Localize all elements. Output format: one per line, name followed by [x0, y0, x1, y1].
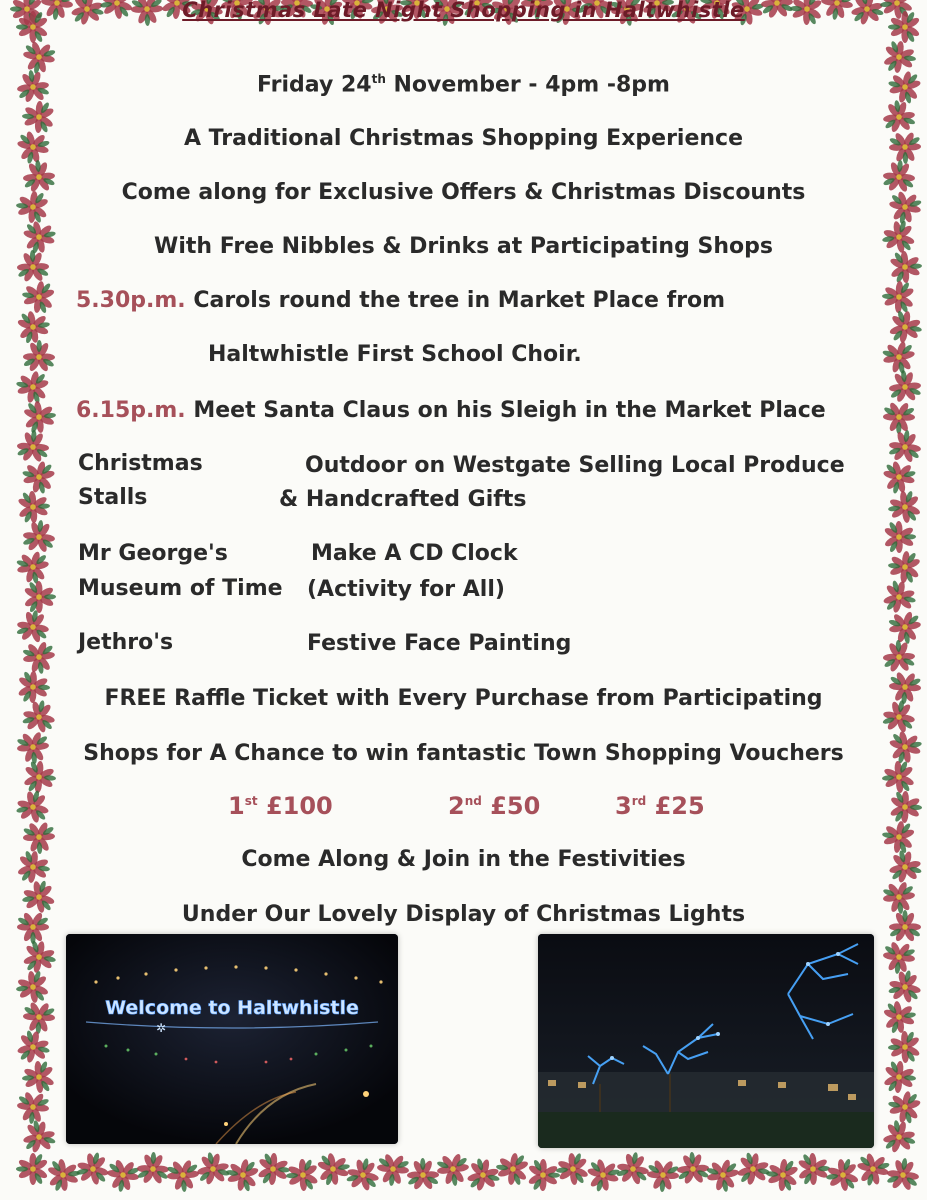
event-carols: [76, 288, 725, 313]
poinsettia-icon: [736, 1152, 770, 1186]
activity-label: Jethro's: [78, 630, 174, 655]
photo-welcome-sign: [66, 934, 398, 1144]
poinsettia-icon: [766, 1158, 800, 1192]
poinsettia-icon: [22, 40, 56, 74]
event-text: Carols round the tree in Market Place from: [193, 288, 726, 313]
poinsettia-icon: [882, 640, 916, 674]
welcome-sign-text: Welcome to Haltwhistle: [105, 997, 359, 1019]
poinsettia-icon: [22, 520, 56, 554]
prize-amount: £50: [481, 792, 541, 820]
poinsettia-icon: [882, 1000, 916, 1034]
poinsettia-icon: [882, 280, 916, 314]
event-carols-continued: Haltwhistle First School Choir.: [208, 342, 582, 367]
poinsettia-icon: [888, 490, 922, 524]
event-time: 6.15p.m.: [76, 398, 186, 423]
prize-amount: £100: [257, 792, 333, 820]
poinsettia-icon: [16, 610, 50, 644]
poinsettia-icon: [16, 790, 50, 824]
poinsettia-icon: [888, 550, 922, 584]
poinsettia-icon: [22, 640, 56, 674]
poinsettia-icon: [882, 460, 916, 494]
poinsettia-icon: [882, 1060, 916, 1094]
poinsettia-icon: [888, 310, 922, 344]
activity-desc: Festive Face Painting: [307, 631, 572, 656]
poinsettia-icon: [106, 1158, 140, 1192]
closing-line-2: Under Our Lovely Display of Christmas Lights: [181, 902, 746, 927]
poinsettia-icon: [888, 1030, 922, 1064]
prize-second: [448, 792, 540, 820]
flyer-title: Christmas Late Night Shopping in Haltwhistle: [182, 0, 745, 22]
market-lights-image: [538, 934, 874, 1148]
poinsettia-icon: [796, 1152, 830, 1186]
poinsettia-icon: [22, 1120, 56, 1154]
poinsettia-icon: [22, 940, 56, 974]
poinsettia-icon: [586, 1158, 620, 1192]
poinsettia-icon: [16, 370, 50, 404]
activity-desc: Make A CD Clock: [311, 541, 518, 566]
poinsettia-icon: [376, 1152, 410, 1186]
poinsettia-icon: [826, 1158, 860, 1192]
activity-label: Stalls: [78, 485, 148, 510]
prize-place: 2: [448, 792, 465, 820]
activity-label: Museum of Time: [78, 576, 283, 601]
nibbles-line: With Free Nibbles & Drinks at Participating Shops: [154, 234, 773, 259]
prize-place: 3: [615, 792, 632, 820]
poinsettia-icon: [22, 340, 56, 374]
poinsettia-icon: [406, 1158, 440, 1192]
poinsettia-icon: [882, 400, 916, 434]
poinsettia-icon: [286, 1158, 320, 1192]
poinsettia-border-bottom: [0, 1152, 927, 1200]
welcome-sign-image: [66, 934, 398, 1144]
photo-market-lights: [538, 934, 874, 1148]
poinsettia-icon: [256, 1152, 290, 1186]
poinsettia-icon: [888, 790, 922, 824]
prize-suffix: st: [244, 794, 258, 808]
raffle-line-2: Shops for A Chance to win fantastic Town Shopping Vouchers: [83, 741, 844, 766]
closing-line-1: Come Along & Join in the Festivities: [241, 847, 686, 872]
poinsettia-icon: [76, 1152, 110, 1186]
poinsettia-icon: [16, 1090, 50, 1124]
event-time: 5.30p.m.: [76, 288, 186, 313]
poinsettia-icon: [888, 1090, 922, 1124]
poinsettia-icon: [882, 520, 916, 554]
poinsettia-icon: [556, 1152, 590, 1186]
poinsettia-icon: [196, 1152, 230, 1186]
poinsettia-icon: [436, 1152, 470, 1186]
tagline: A Traditional Christmas Shopping Experience: [183, 126, 744, 151]
poinsettia-icon: [888, 370, 922, 404]
poinsettia-icon: [466, 1158, 500, 1192]
prize-suffix: nd: [464, 794, 482, 808]
svg-text:✲: ✲: [156, 1021, 167, 1035]
poinsettia-icon: [316, 1152, 350, 1186]
poinsettia-icon: [346, 1158, 380, 1192]
event-santa: [76, 398, 826, 423]
activity-desc: Outdoor on Westgate Selling Local Produce: [305, 453, 845, 478]
activity-label: Christmas: [78, 451, 203, 476]
event-date-suffix: th: [371, 72, 386, 86]
poinsettia-icon: [16, 430, 50, 464]
poinsettia-icon: [882, 40, 916, 74]
poinsettia-icon: [526, 1158, 560, 1192]
activity-desc: (Activity for All): [307, 577, 505, 602]
poinsettia-icon: [16, 970, 50, 1004]
poinsettia-icon: [646, 1158, 680, 1192]
raffle-line-1: FREE Raffle Ticket with Every Purchase from Participating: [104, 686, 823, 711]
poinsettia-icon: [882, 580, 916, 614]
prize-suffix: rd: [631, 794, 647, 808]
poinsettia-icon: [706, 1158, 740, 1192]
poinsettia-icon: [16, 310, 50, 344]
poinsettia-icon: [882, 340, 916, 374]
poinsettia-icon: [22, 460, 56, 494]
poinsettia-icon: [136, 1152, 170, 1186]
prize-amount: £25: [646, 792, 705, 820]
poinsettia-icon: [616, 1152, 650, 1186]
poinsettia-icon: [22, 280, 56, 314]
poinsettia-icon: [882, 1120, 916, 1154]
prize-third: [615, 792, 705, 820]
prize-place: 1: [228, 792, 245, 820]
event-date: [0, 72, 927, 97]
poinsettia-icon: [22, 400, 56, 434]
poinsettia-icon: [16, 1030, 50, 1064]
offers-line: Come along for Exclusive Offers & Christmas Discounts: [121, 180, 806, 205]
poinsettia-icon: [496, 1152, 530, 1186]
poinsettia-icon: [888, 970, 922, 1004]
activity-desc: & Handcrafted Gifts: [279, 487, 527, 512]
poinsettia-icon: [888, 430, 922, 464]
poinsettia-icon: [16, 490, 50, 524]
prize-first: [228, 792, 333, 820]
poinsettia-icon: [22, 1060, 56, 1094]
poinsettia-icon: [882, 940, 916, 974]
event-date-day: Friday 24: [257, 72, 372, 98]
event-date-time: November - 4pm -8pm: [385, 72, 670, 98]
event-text: Meet Santa Claus on his Sleigh in the Market Place: [193, 398, 826, 423]
poinsettia-icon: [16, 550, 50, 584]
poinsettia-icon: [22, 580, 56, 614]
poinsettia-icon: [226, 1158, 260, 1192]
poinsettia-icon: [166, 1158, 200, 1192]
poinsettia-icon: [888, 610, 922, 644]
activity-label: Mr George's: [78, 541, 228, 566]
poinsettia-icon: [22, 1000, 56, 1034]
poinsettia-icon: [676, 1152, 710, 1186]
